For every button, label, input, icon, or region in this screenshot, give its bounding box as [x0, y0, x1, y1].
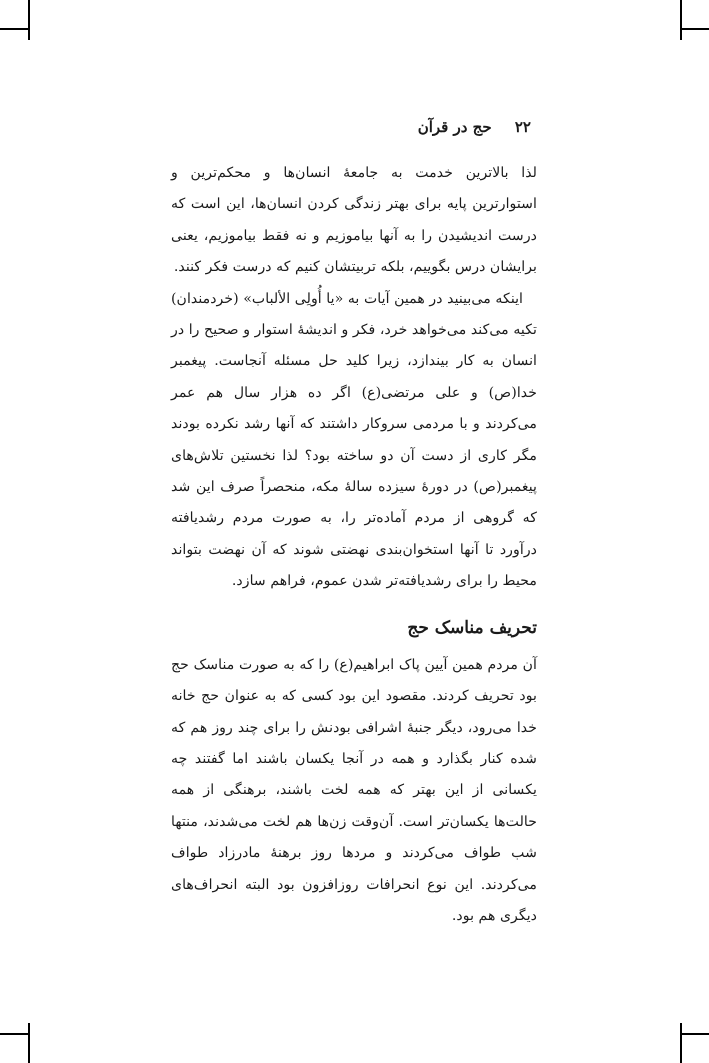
- paragraph: آن مردم همین آیین پاک ابراهیم(ع) را که به صورت مناسک حج بود تحریف کردند. مقصود این بود کسی که به عنوان حج خانه خدا می‌رود، دیگر جنبهٔ اشرافی بودنش را برای چند روز هم که شده کنار بگذارد و همه در آنجا یکسان باشند اما گفتند چه یکسانی از این بهتر که همه لخت باشند، برهنگی از همه حالت‌ها یکسان‌تر است. آن‌وقت زن‌ها هم لخت می‌شدند، منتها شب طواف می‌کردند و مردها روز برهنهٔ مادرزاد طواف می‌کردند. این نوع انحرافات روزافزون بود البته انحراف‌های دیگری هم بود.: [171, 656, 537, 924]
- crop-mark-bottom-left-h: [0, 1033, 28, 1035]
- crop-mark-top-right-h: [682, 28, 709, 30]
- crop-mark-top-left-h: [0, 28, 28, 30]
- running-title: حج در قرآن: [417, 118, 492, 136]
- paragraph: لذا بالاترین خدمت به جامعهٔ انسان‌ها و محکم‌ترین و استوارترین پایه برای بهتر زندگی کردن انسان‌ها، این است که درست اندیشیدن را به آنها بیاموزیم و نه فقط بیاموزیم، یعنی برایشان درس بگوییم، بلکه تربیتشان کنیم که درست فکر کنند.: [171, 165, 537, 276]
- section-title: تحریف مناسک حج: [407, 617, 537, 638]
- crop-mark-bottom-left-v: [28, 1023, 30, 1063]
- page-body: [171, 158, 537, 932]
- page-header: [418, 118, 531, 136]
- crop-mark-bottom-right-v: [680, 1023, 682, 1063]
- crop-mark-top-right-v: [680, 0, 682, 40]
- page-number: ۲۲: [514, 118, 531, 136]
- paragraph: اینکه می‌بینید در همین آیات به «یا أُولِی الألباب» (خردمندان) تکیه می‌کند می‌خواهد خرد، فکر و اندیشهٔ استوار و صحیح را در انسان به کار بیندازد، زیرا کلید حل مسئله آنجاست. پیغمبر خدا(ص) و علی مرتضی(ع) اگر ده هزار سال هم عمر می‌کردند و با مردمی سروکار داشتند که آنها رشد نکرده بودند مگر کاری از دست آن دو ساخته بود؟ لذا نخستین تلاش‌های پیغمبر(ص) در دورهٔ سیزده سالهٔ مکه، منحصراً صرف این شد که گروهی از مردم آماده‌تر را، به صورت مردم رشدیافته درآورد تا آنها استخوان‌بندی نهضتی شوند که آن نهضت بتواند محیط را برای رشدیافته‌تر شدن عموم، فراهم سازد.: [171, 290, 537, 590]
- crop-mark-bottom-right-h: [682, 1033, 709, 1035]
- crop-mark-top-left-v: [28, 0, 30, 40]
